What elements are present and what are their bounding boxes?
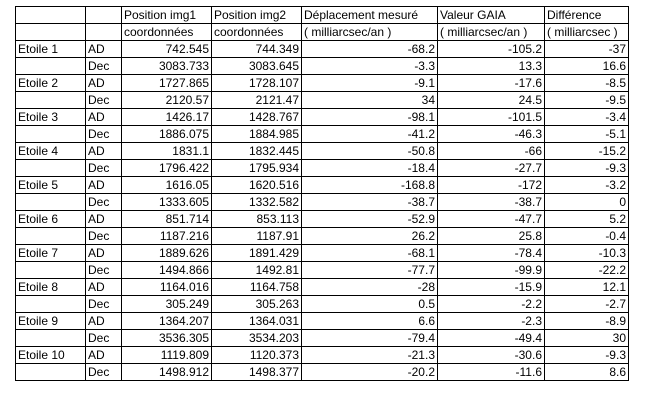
header-deplacement-mesure[interactable]: Déplacement mesuré [302, 7, 438, 24]
cell-position-img2[interactable]: 1364.031 [212, 313, 302, 330]
star-name-cell[interactable] [16, 330, 86, 347]
cell-position-img1[interactable]: 1498.912 [122, 364, 212, 381]
header-unit-img1[interactable]: coordonnées [122, 24, 212, 41]
star-name-cell[interactable] [16, 262, 86, 279]
cell-position-img1[interactable]: 1727.865 [122, 75, 212, 92]
table-row [16, 126, 629, 143]
cell-valeur-gaia[interactable]: -2.2 [438, 296, 545, 313]
cell-deplacement[interactable]: 34 [302, 92, 438, 109]
cell-position-img1[interactable]: 1426.17 [122, 109, 212, 126]
cell-difference[interactable]: 30 [545, 330, 629, 347]
table-row [16, 92, 629, 109]
cell-position-img2[interactable]: 3083.645 [212, 58, 302, 75]
table-row [16, 211, 629, 228]
cell-position-img1[interactable]: 1364.207 [122, 313, 212, 330]
cell-coord[interactable]: Dec [86, 364, 122, 381]
cell-valeur-gaia[interactable]: -17.6 [438, 75, 545, 92]
cell-coord[interactable]: AD [86, 177, 122, 194]
cell-difference[interactable]: 16.6 [545, 58, 629, 75]
table-row [16, 194, 629, 211]
cell-position-img2[interactable]: 1187.91 [212, 228, 302, 245]
cell-position-img2[interactable]: 3534.203 [212, 330, 302, 347]
cell-deplacement[interactable]: -41.2 [302, 126, 438, 143]
star-name-cell[interactable] [16, 92, 86, 109]
star-name-cell[interactable] [16, 296, 86, 313]
cell-difference[interactable]: -5.1 [545, 126, 629, 143]
cell-difference[interactable]: 0 [545, 194, 629, 211]
cell-position-img2[interactable]: 1620.516 [212, 177, 302, 194]
star-name-cell[interactable]: Etoile 2 [16, 75, 86, 92]
cell-valeur-gaia[interactable]: -99.9 [438, 262, 545, 279]
cell-valeur-gaia[interactable]: -105.2 [438, 41, 545, 58]
cell-deplacement[interactable]: 26.2 [302, 228, 438, 245]
header-cell[interactable] [86, 24, 122, 41]
cell-coord[interactable]: AD [86, 41, 122, 58]
cell-position-img1[interactable]: 1164.016 [122, 279, 212, 296]
cell-position-img1[interactable]: 1119.809 [122, 347, 212, 364]
header-position-img2[interactable]: Position img2 [212, 7, 302, 24]
cell-position-img2[interactable]: 2121.47 [212, 92, 302, 109]
table-row [16, 313, 629, 330]
star-name-cell[interactable] [16, 228, 86, 245]
cell-coord[interactable]: Dec [86, 58, 122, 75]
header-unit-img2[interactable]: coordonnées [212, 24, 302, 41]
cell-coord[interactable]: Dec [86, 296, 122, 313]
cell-coord[interactable]: Dec [86, 92, 122, 109]
cell-difference[interactable]: -9.3 [545, 160, 629, 177]
cell-deplacement[interactable]: -3.3 [302, 58, 438, 75]
cell-position-img1[interactable]: 305.249 [122, 296, 212, 313]
cell-valeur-gaia[interactable]: -66 [438, 143, 545, 160]
star-name-cell[interactable]: Etoile 10 [16, 347, 86, 364]
table-row [16, 109, 629, 126]
cell-position-img1[interactable]: 2120.57 [122, 92, 212, 109]
cell-coord[interactable]: AD [86, 279, 122, 296]
cell-difference[interactable]: 5.2 [545, 211, 629, 228]
cell-difference[interactable]: -2.7 [545, 296, 629, 313]
cell-deplacement[interactable]: -20.2 [302, 364, 438, 381]
header-cell[interactable] [86, 7, 122, 24]
cell-coord[interactable]: AD [86, 347, 122, 364]
cell-position-img2[interactable]: 1498.377 [212, 364, 302, 381]
cell-difference[interactable]: -3.2 [545, 177, 629, 194]
cell-coord[interactable]: AD [86, 211, 122, 228]
cell-coord[interactable]: AD [86, 245, 122, 262]
table-row [16, 143, 629, 160]
star-name-cell[interactable]: Etoile 8 [16, 279, 86, 296]
header-row-2 [16, 24, 629, 41]
table-row [16, 364, 629, 381]
cell-position-img2[interactable]: 1492.81 [212, 262, 302, 279]
cell-difference[interactable]: 12.1 [545, 279, 629, 296]
table-row [16, 75, 629, 92]
cell-deplacement[interactable]: -9.1 [302, 75, 438, 92]
cell-deplacement[interactable]: 0.5 [302, 296, 438, 313]
cell-difference[interactable]: 8.6 [545, 364, 629, 381]
cell-position-img1[interactable]: 1796.422 [122, 160, 212, 177]
table-row [16, 347, 629, 364]
cell-deplacement[interactable]: -168.8 [302, 177, 438, 194]
cell-difference[interactable]: -3.4 [545, 109, 629, 126]
cell-position-img2[interactable]: 1428.767 [212, 109, 302, 126]
cell-deplacement[interactable]: -18.4 [302, 160, 438, 177]
cell-valeur-gaia[interactable]: -78.4 [438, 245, 545, 262]
cell-position-img2[interactable]: 1832.445 [212, 143, 302, 160]
cell-position-img2[interactable]: 1795.934 [212, 160, 302, 177]
table-row [16, 228, 629, 245]
cell-difference[interactable]: -8.9 [545, 313, 629, 330]
cell-position-img1[interactable]: 3083.733 [122, 58, 212, 75]
cell-deplacement[interactable]: -79.4 [302, 330, 438, 347]
cell-valeur-gaia[interactable]: 24.5 [438, 92, 545, 109]
star-name-cell[interactable] [16, 160, 86, 177]
cell-position-img2[interactable]: 305.263 [212, 296, 302, 313]
table-row [16, 41, 629, 58]
cell-position-img2[interactable]: 1120.373 [212, 347, 302, 364]
cell-position-img2[interactable]: 1891.429 [212, 245, 302, 262]
table-row [16, 177, 629, 194]
cell-deplacement[interactable]: -21.3 [302, 347, 438, 364]
cell-position-img2[interactable]: 853.113 [212, 211, 302, 228]
header-unit-deplacement[interactable]: ( milliarcsec/an ) [302, 24, 438, 41]
star-name-cell[interactable]: Etoile 7 [16, 245, 86, 262]
cell-coord[interactable]: AD [86, 109, 122, 126]
cell-coord[interactable]: Dec [86, 194, 122, 211]
star-displacement-table [15, 6, 629, 381]
star-name-cell[interactable] [16, 58, 86, 75]
header-unit-difference[interactable]: ( milliarcsec ) [545, 24, 629, 41]
table-row [16, 330, 629, 347]
cell-valeur-gaia[interactable]: -101.5 [438, 109, 545, 126]
star-name-cell[interactable]: Etoile 6 [16, 211, 86, 228]
cell-position-img2[interactable]: 1332.582 [212, 194, 302, 211]
cell-position-img2[interactable]: 744.349 [212, 41, 302, 58]
table-row [16, 262, 629, 279]
cell-position-img1[interactable]: 1886.075 [122, 126, 212, 143]
star-name-cell[interactable]: Etoile 9 [16, 313, 86, 330]
cell-position-img2[interactable]: 1884.985 [212, 126, 302, 143]
cell-valeur-gaia[interactable]: -172 [438, 177, 545, 194]
cell-coord[interactable]: Dec [86, 160, 122, 177]
star-name-cell[interactable] [16, 364, 86, 381]
cell-deplacement[interactable]: -98.1 [302, 109, 438, 126]
cell-valeur-gaia[interactable]: -46.3 [438, 126, 545, 143]
cell-difference[interactable]: -15.2 [545, 143, 629, 160]
cell-difference[interactable]: -37 [545, 41, 629, 58]
cell-difference[interactable]: -8.5 [545, 75, 629, 92]
cell-valeur-gaia[interactable]: -11.6 [438, 364, 545, 381]
cell-position-img2[interactable]: 1728.107 [212, 75, 302, 92]
cell-valeur-gaia[interactable]: 25.8 [438, 228, 545, 245]
cell-deplacement[interactable]: 6.6 [302, 313, 438, 330]
cell-difference[interactable]: -22.2 [545, 262, 629, 279]
cell-valeur-gaia[interactable]: -30.6 [438, 347, 545, 364]
star-name-cell[interactable]: Etoile 5 [16, 177, 86, 194]
cell-deplacement[interactable]: -28 [302, 279, 438, 296]
cell-difference[interactable]: -9.5 [545, 92, 629, 109]
cell-position-img1[interactable]: 742.545 [122, 41, 212, 58]
header-valeur-gaia[interactable]: Valeur GAIA [438, 7, 545, 24]
star-name-cell[interactable] [16, 126, 86, 143]
cell-position-img1[interactable]: 1333.605 [122, 194, 212, 211]
star-name-cell[interactable]: Etoile 1 [16, 41, 86, 58]
cell-position-img1[interactable]: 1494.866 [122, 262, 212, 279]
cell-position-img1[interactable]: 1616.05 [122, 177, 212, 194]
cell-coord[interactable]: AD [86, 75, 122, 92]
header-cell[interactable] [16, 7, 86, 24]
cell-deplacement[interactable]: -52.9 [302, 211, 438, 228]
star-name-cell[interactable]: Etoile 3 [16, 109, 86, 126]
header-unit-gaia[interactable]: ( milliarcsec/an ) [438, 24, 545, 41]
cell-difference[interactable]: -0.4 [545, 228, 629, 245]
cell-coord[interactable]: AD [86, 313, 122, 330]
cell-valeur-gaia[interactable]: -27.7 [438, 160, 545, 177]
cell-valeur-gaia[interactable]: 13.3 [438, 58, 545, 75]
cell-deplacement[interactable]: -68.2 [302, 41, 438, 58]
cell-position-img1[interactable]: 1187.216 [122, 228, 212, 245]
cell-position-img1[interactable]: 1831.1 [122, 143, 212, 160]
star-name-cell[interactable] [16, 194, 86, 211]
table-row [16, 279, 629, 296]
cell-coord[interactable]: Dec [86, 228, 122, 245]
cell-deplacement[interactable]: -77.7 [302, 262, 438, 279]
cell-valeur-gaia[interactable]: -2.3 [438, 313, 545, 330]
cell-position-img1[interactable]: 1889.626 [122, 245, 212, 262]
cell-coord[interactable]: Dec [86, 330, 122, 347]
cell-valeur-gaia[interactable]: -47.7 [438, 211, 545, 228]
header-row-1 [16, 7, 629, 24]
cell-position-img1[interactable]: 3536.305 [122, 330, 212, 347]
table-row [16, 160, 629, 177]
cell-coord[interactable]: AD [86, 143, 122, 160]
header-difference[interactable]: Différence [545, 7, 629, 24]
spreadsheet [15, 6, 629, 381]
cell-difference[interactable]: -9.3 [545, 347, 629, 364]
cell-difference[interactable]: -10.3 [545, 245, 629, 262]
cell-deplacement[interactable]: -50.8 [302, 143, 438, 160]
cell-position-img2[interactable]: 1164.758 [212, 279, 302, 296]
cell-valeur-gaia[interactable]: -49.4 [438, 330, 545, 347]
header-position-img1[interactable]: Position img1 [122, 7, 212, 24]
star-name-cell[interactable]: Etoile 4 [16, 143, 86, 160]
cell-position-img1[interactable]: 851.714 [122, 211, 212, 228]
table-row [16, 296, 629, 313]
table-row [16, 58, 629, 75]
cell-deplacement[interactable]: -68.1 [302, 245, 438, 262]
cell-valeur-gaia[interactable]: -38.7 [438, 194, 545, 211]
table-row [16, 245, 629, 262]
header-cell[interactable] [16, 24, 86, 41]
cell-deplacement[interactable]: -38.7 [302, 194, 438, 211]
cell-valeur-gaia[interactable]: -15.9 [438, 279, 545, 296]
cell-coord[interactable]: Dec [86, 126, 122, 143]
cell-coord[interactable]: Dec [86, 262, 122, 279]
